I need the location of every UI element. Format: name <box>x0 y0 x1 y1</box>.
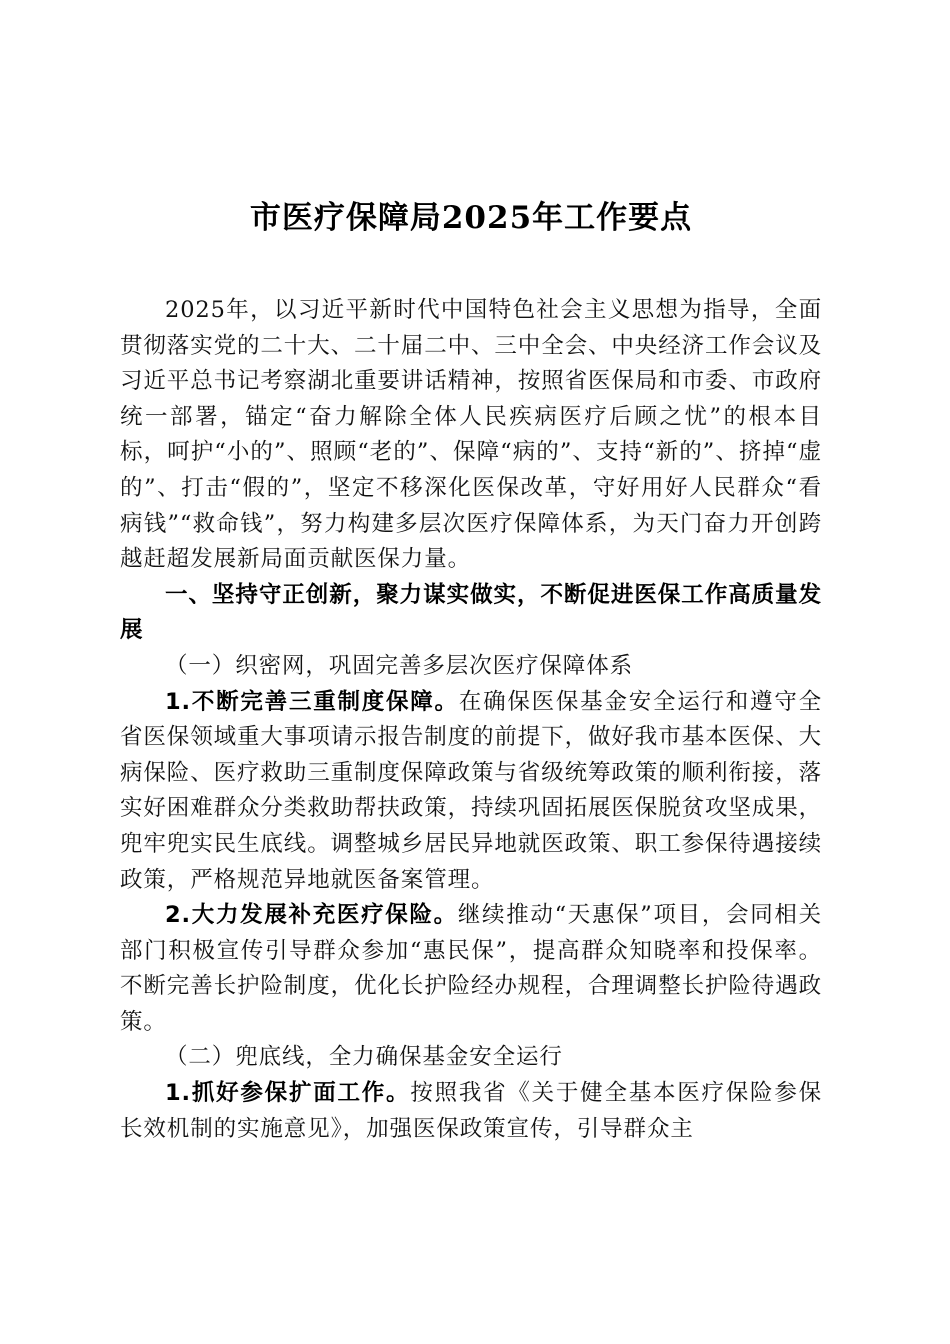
item-text-1-1: 在确保医保基金安全运行和遵守全省医保领域重大事项请示报告制度的前提下，做好我市基本医保、大病保险、医疗救助三重制度保障政策与省级统筹政策的顺利衔接，落实好困难群众分类救助帮扶政策，持续巩固拓展医保脱贫攻坚成果，兜牢兜实民生底线。调整城乡居民异地就医政策、职工参保待遇接续政策，严格规范异地就医备案管理。 <box>120 688 823 893</box>
intro-paragraph: 2025年，以习近平新时代中国特色社会主义思想为指导，全面贯彻落实党的二十大、二十届二中、三中全会、中央经济工作会议及习近平总书记考察湖北重要讲话精神，按照省医保局和市委、市政府统一部署，锚定“奋力解除全体人民疾病医疗后顾之忧”的根本目标，呵护“小的”、照顾“老的”、保障“病的”、支持“新的”、挤掉“虚的”、打击“假的”，坚定不移深化医保改革，守好用好人民群众“看病钱”“救命钱”，努力构建多层次医疗保障体系，为天门奋力开创跨越赶超发展新局面贡献医保力量。 <box>120 297 823 573</box>
item-lead-1-1: 1.不断完善三重制度保障。 <box>165 688 459 715</box>
item-text-1-2: 继续推动“天惠保”项目，会同相关部门积极宣传引导群众参加“惠民保”，提高群众知晓率和投保率。不断完善长护险制度，优化长护险经办规程，合理调整长护险待遇政策。 <box>120 902 823 1035</box>
section-heading-1: 一、坚持守正创新，聚力谋实做实，不断促进医保工作高质量发展 <box>120 581 822 644</box>
item-text-2-1: 按照我省《关于健全基本医疗保险参保长效机制的实施意见》，加强医保政策宣传，引导群众主 <box>120 1080 822 1142</box>
item-lead-1-2: 2.大力发展补充医疗保险。 <box>165 902 458 929</box>
item-paragraph-1-1 <box>120 685 822 899</box>
subsection-heading-1: （一）织密网，巩固完善多层次医疗保障体系 <box>165 652 634 679</box>
item-paragraph-2-1 <box>120 1076 822 1147</box>
item-lead-2-1: 1.抓好参保扩面工作。 <box>165 1080 411 1107</box>
document-body <box>120 196 822 1147</box>
document-title: 市医疗保障局2025年工作要点 <box>249 200 693 236</box>
item-paragraph-1-2 <box>120 898 822 1040</box>
subsection-heading-2: （二）兜底线，全力确保基金安全运行 <box>165 1044 563 1071</box>
